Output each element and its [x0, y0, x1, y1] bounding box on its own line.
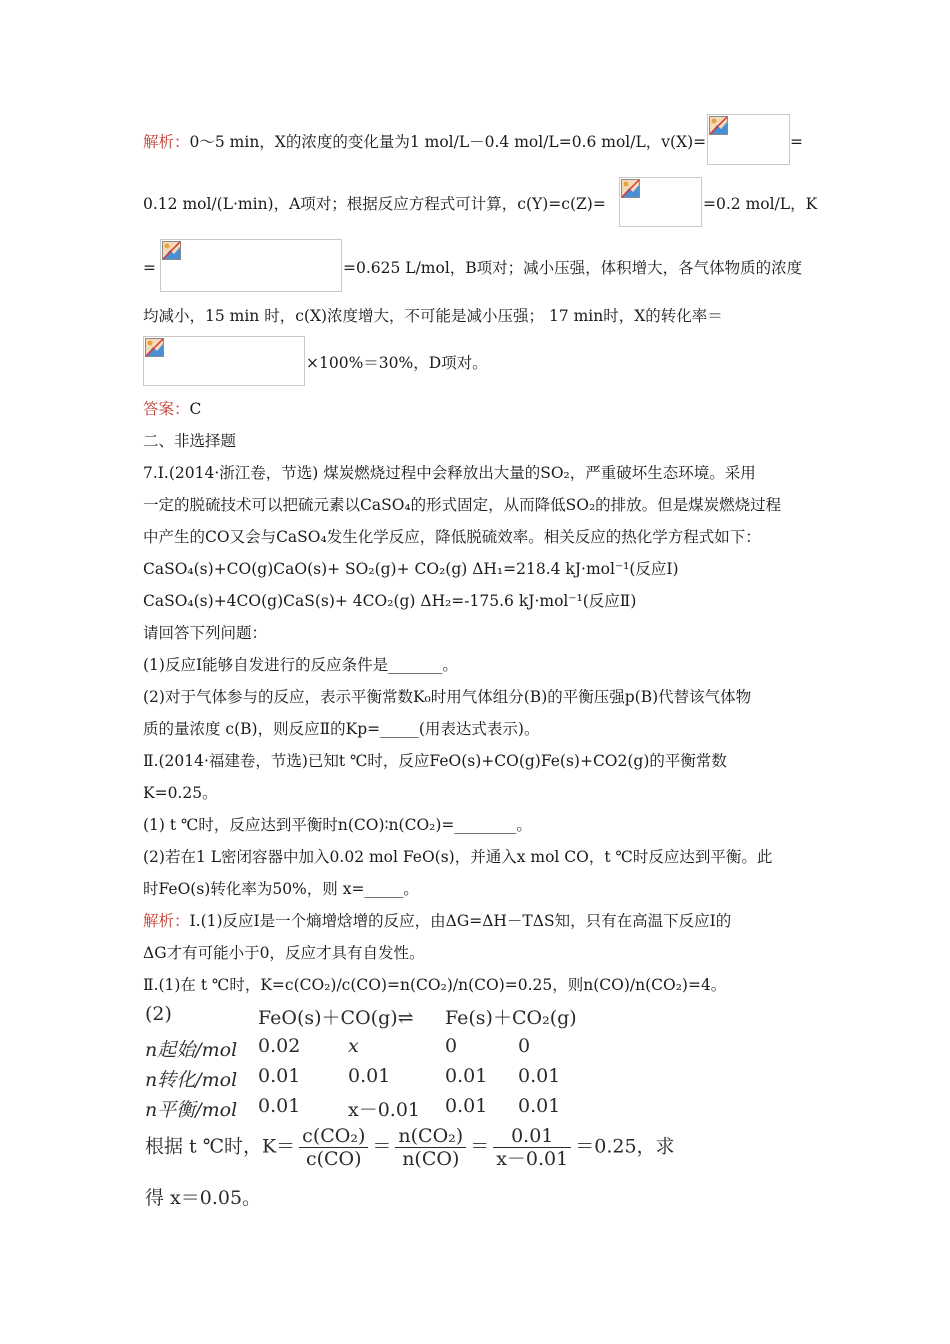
broken-image-icon: [621, 179, 640, 198]
analysis-line-2b: =0.2 mol/L，K: [703, 195, 818, 213]
analysis-line-3a: =: [143, 259, 156, 277]
row-label: n平衡/mol: [145, 1099, 238, 1121]
q7-line-1: 7.Ⅰ.(2014·浙江卷，节选) 煤炭燃烧过程中会释放出大量的SO₂，严重破坏生态环境。采用: [143, 464, 756, 482]
row-label: n起始/mol: [145, 1039, 238, 1061]
analysis-line-2a: 0.12 mol/(L·min)，A项对；根据反应方程式可计算，c(Y)=c(Z)=: [143, 195, 606, 213]
q7-ii-line-1: Ⅱ.(2014·福建卷，节选)已知t ℃时，反应FeO(s)+CO(g)Fe(s)+CO2(g)的平衡常数: [143, 752, 727, 770]
analysis-line-5: ×100%＝30%，D项对。: [306, 354, 488, 372]
equals-sign: ＝: [470, 1135, 490, 1158]
q7-ii-line-2: K=0.25。: [143, 784, 218, 802]
analysis-label: 解析：: [143, 133, 190, 151]
equals-sign: ＝: [372, 1135, 392, 1158]
cell: 0.01: [445, 1065, 488, 1087]
broken-image-icon: [709, 116, 728, 135]
cell: 0.02: [258, 1035, 301, 1057]
numerator: c(CO₂): [299, 1125, 368, 1148]
expression-suffix: ＝0.25，求: [575, 1135, 675, 1158]
cell: 0.01: [445, 1095, 488, 1117]
q7-line-3: 中产生的CO又会与CaSO₄发生化学反应，降低脱硫效率。相关反应的热化学方程式如下：: [143, 528, 761, 546]
expression-prefix: 根据 t ℃时，K＝: [145, 1135, 296, 1158]
q7-ii-part-2b: 时FeO(s)转化率为50%，则 x=_____。: [143, 880, 419, 898]
q7-ii-part-2a: (2)若在1 L密闭容器中加入0.02 mol FeO(s)，并通入x mol CO，t ℃时反应达到平衡。此: [143, 848, 773, 866]
cell: x－0.01: [348, 1099, 421, 1121]
result-line: 得 x＝0.05。: [145, 1187, 262, 1209]
broken-image-icon: [145, 338, 164, 357]
question-prompt: 请回答下列问题：: [143, 624, 268, 642]
answer-value: C: [189, 400, 202, 418]
analysis-label: 解析：: [143, 912, 190, 930]
formula-image-placeholder: [160, 239, 342, 292]
equation-2: CaSO₄(s)+4CO(g)CaS(s)+ 4CO₂(g) ΔH₂=-175.6 kJ·mol⁻¹(反应Ⅱ): [143, 592, 637, 610]
formula-image-placeholder: [707, 114, 790, 165]
analysis2-line-2: ΔG才有可能小于0，反应才具有自发性。: [143, 944, 425, 962]
cell: x: [348, 1035, 359, 1057]
formula-image-placeholder: [143, 336, 305, 386]
numerator: 0.01: [493, 1125, 571, 1148]
denominator: c(CO): [305, 1148, 362, 1170]
broken-image-icon: [162, 241, 181, 260]
q7-part-2b: 质的量浓度 c(B)，则反应Ⅱ的Kp=_____(用表达式表示)。: [143, 720, 540, 738]
reactants: FeO(s)＋CO(g)⇌: [258, 1007, 414, 1029]
cell: 0.01: [258, 1095, 301, 1117]
cell: 0: [445, 1035, 458, 1057]
q7-ii-part-1: (1) t ℃时，反应达到平衡时n(CO)∶n(CO₂)=________。: [143, 816, 532, 834]
analysis-line-1: [143, 131, 706, 153]
fraction-values: [493, 1125, 571, 1170]
cell: 0.01: [518, 1095, 561, 1117]
equals-sign: =: [790, 133, 803, 151]
section-title: 二、非选择题: [143, 432, 237, 450]
fraction-c: [299, 1125, 368, 1170]
cell: 0: [518, 1035, 531, 1057]
q7-part-1: (1)反应Ⅰ能够自发进行的反应条件是_______。: [143, 656, 458, 674]
products: Fe(s)＋CO₂(g): [445, 1007, 577, 1029]
analysis-text: 0～5 min，X的浓度的变化量为1 mol/L－0.4 mol/L=0.6 mol/L，v(X)=: [189, 133, 707, 151]
cell: 0.01: [348, 1065, 391, 1087]
analysis-line-4: 均减小，15 min 时，c(X)浓度增大，不可能是减小压强； 17 min时，X的转化率＝: [143, 307, 723, 325]
analysis-text: Ⅰ.(1)反应Ⅰ是一个熵增焓增的反应，由ΔG=ΔH－TΔS知，只有在高温下反应Ⅰ的: [189, 912, 732, 930]
denominator: x－0.01: [496, 1148, 569, 1170]
row-label: n转化/mol: [145, 1069, 238, 1091]
analysis-line-3b: =0.625 L/mol，B项对；减小压强，体积增大，各气体物质的浓度: [343, 259, 803, 277]
answer-label: 答案：: [143, 400, 190, 418]
q7-part-2a: (2)对于气体参与的反应，表示平衡常数K₀时用气体组分(B)的平衡压强p(B)代替该气体物: [143, 688, 752, 706]
answer-line: [143, 398, 201, 420]
numerator: n(CO₂): [395, 1125, 466, 1148]
fraction-n: [395, 1125, 466, 1170]
denominator: n(CO): [402, 1148, 460, 1170]
cell: 0.01: [518, 1065, 561, 1087]
table-part-label: (2): [145, 1003, 172, 1025]
equilibrium-constant-expression: [145, 1125, 675, 1181]
analysis2-line-3: Ⅱ.(1)在 t ℃时，K=c(CO₂)/c(CO)=n(CO₂)/n(CO)=0.25，则n(CO)/n(CO₂)=4。: [143, 976, 727, 994]
formula-image-placeholder: [619, 177, 702, 227]
equation-1: CaSO₄(s)+CO(g)CaO(s)+ SO₂(g)+ CO₂(g) ΔH₁=218.4 kJ·mol⁻¹(反应Ⅰ): [143, 560, 679, 578]
cell: 0.01: [258, 1065, 301, 1087]
analysis2-line-1: [143, 910, 731, 932]
q7-line-2: 一定的脱硫技术可以把硫元素以CaSO₄的形式固定，从而降低SO₂的排放。但是煤炭燃烧过程: [143, 496, 782, 514]
